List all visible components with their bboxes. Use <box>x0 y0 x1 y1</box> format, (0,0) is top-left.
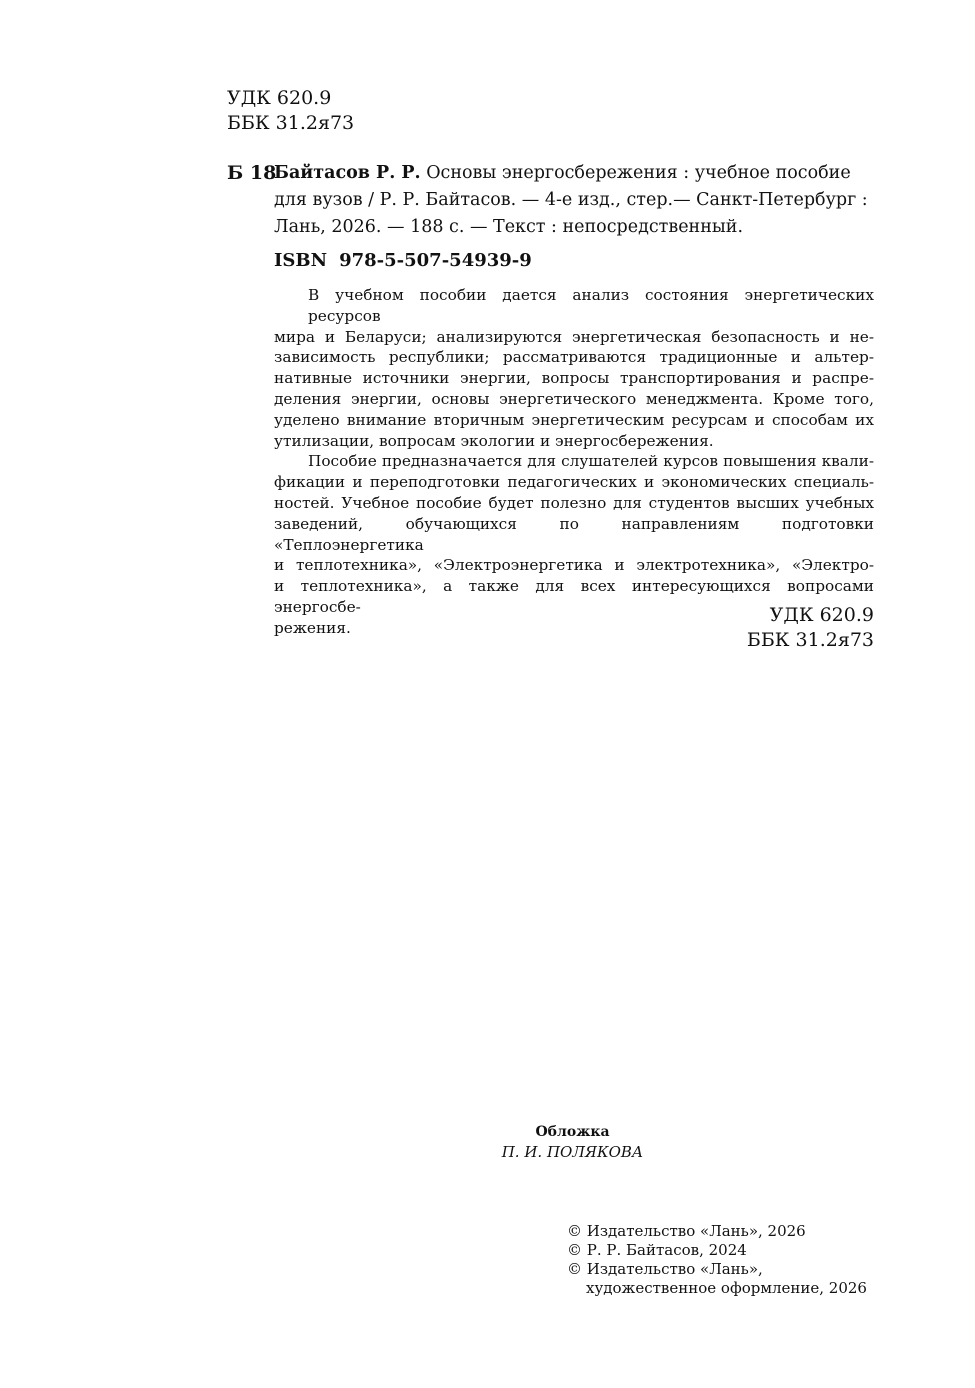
abstract-line: и теплотехника», а также для всех интересующихся вопросами энергосбе- <box>274 577 874 616</box>
author-mark: Б 18 <box>227 162 277 184</box>
abstract-line: Пособие предназначается для слушателей курсов повышения квали- <box>308 452 874 471</box>
abstract-line: утилизации, вопросам экологии и энергосбережения. <box>274 431 714 450</box>
udk-code: УДК 620.9 <box>769 604 874 626</box>
isbn <box>274 248 532 274</box>
abstract-line: мира и Беларуси; анализируются энергетическая безопасность и не- <box>274 327 874 346</box>
abstract-line: деления энергии, основы энергетического менеджмента. Кроме того, <box>274 389 874 408</box>
abstract-line: заведений, обучающихся по направлениям подготовки «Теплоэнергетика <box>274 514 874 554</box>
cover-artist: П. И. ПОЛЯКОВА <box>501 1143 644 1161</box>
copyright-block <box>567 1222 867 1298</box>
entry-line-1 <box>274 160 874 187</box>
copyright-line: © Р. Р. Байтасов, 2024 <box>567 1241 747 1259</box>
abstract-line: зависимость республики; рассматриваются традиционные и альтер- <box>274 348 874 367</box>
abstract-line: и теплотехника», «Электроэнергетика и электротехника», «Электро- <box>274 556 874 575</box>
abstract-line: нативные источники энергии, вопросы транспортирования и распре- <box>274 369 874 388</box>
entry-line-3: Лань, 2026. — 188 с. — Текст : непосредственный. <box>274 217 744 237</box>
classification-top <box>227 86 354 136</box>
cover-label: Обложка <box>535 1124 610 1140</box>
bibliographic-entry <box>274 160 874 241</box>
abstract-line: уделено внимание вторичным энергетическим ресурсам и способам их <box>274 410 874 429</box>
abstract-line: фикации и переподготовки педагогических и экономических специаль- <box>274 473 874 492</box>
copyright-line: художественное оформление, 2026 <box>586 1279 867 1297</box>
udk-code: УДК 620.9 <box>227 87 332 109</box>
classification-bottom <box>747 603 874 653</box>
abstract-line: ностей. Учебное пособие будет полезно для студентов высших учебных <box>274 493 874 512</box>
abstract-paragraph-1 <box>274 285 874 451</box>
copyright-line: © Издательство «Лань», <box>567 1260 763 1278</box>
title-text: Основы энергосбережения : учебное пособие <box>420 163 851 183</box>
bbk-code: ББК 31.2я73 <box>227 112 355 134</box>
copyright-line: © Издательство «Лань», 2026 <box>567 1222 806 1240</box>
entry-line-2: для вузов / Р. Р. Байтасов. — 4-е изд., стер.— Санкт-Петербург : <box>274 190 868 210</box>
isbn-value: 978-5-507-54939-9 <box>339 250 532 271</box>
abstract-line: В учебном пособии дается анализ состояния энергетических ресурсов <box>308 286 874 325</box>
abstract-line: режения. <box>274 618 351 637</box>
author-name: Байтасов Р. Р. <box>274 163 421 183</box>
isbn-label: ISBN <box>274 250 328 271</box>
bbk-code: ББК 31.2я73 <box>746 629 874 651</box>
abstract <box>274 285 874 639</box>
